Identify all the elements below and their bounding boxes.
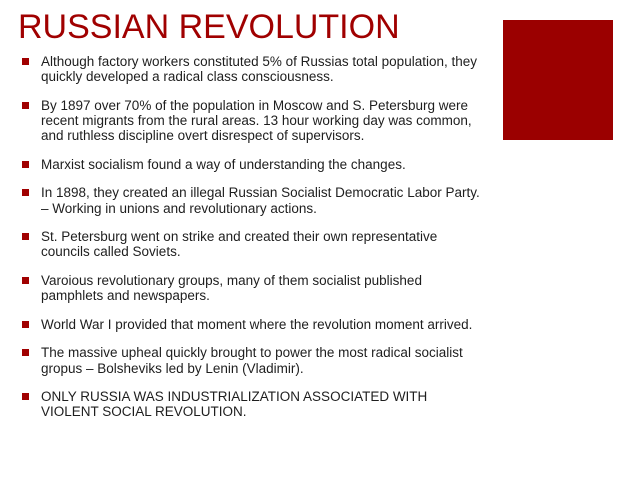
bullet-text: Marxist socialism found a way of understanding the changes.	[41, 156, 406, 172]
bullet-text: The massive upheal quickly brought to power the most radical socialist gropus – Bolsheviks led by Lenin (Vladimir).	[41, 345, 463, 376]
bullet-item	[20, 273, 482, 303]
bullet-text: Varoious revolutionary groups, many of them socialist published pamphlets and newspapers.	[41, 272, 422, 304]
bullet-item	[20, 157, 482, 172]
bullet-item	[20, 54, 482, 84]
square-bullet-icon	[22, 393, 29, 400]
square-bullet-icon	[22, 189, 29, 196]
square-bullet-icon	[22, 102, 29, 109]
bullet-text: World War I provided that moment where the revolution moment arrived.	[41, 316, 473, 332]
bullet-list	[20, 54, 482, 420]
bullet-item	[20, 317, 482, 332]
bullet-text: St. Petersburg went on strike and created their own representative councils called Soviets.	[41, 229, 438, 260]
bullet-text: Although factory workers constituted 5% of Russias total population, they quickly developed a radical class consciousness.	[41, 54, 477, 85]
bullet-item	[20, 185, 482, 215]
decorative-red-square	[503, 20, 613, 140]
bullet-item	[20, 345, 482, 375]
bullet-item	[20, 389, 482, 419]
square-bullet-icon	[22, 277, 29, 284]
bullet-text: By 1897 over 70% of the population in Moscow and S. Petersburg were recent migrants from the rural areas. 13 hour working day was common, and ruthless discipline overt disrespect of supervisors.	[41, 97, 472, 144]
square-bullet-icon	[22, 321, 29, 328]
square-bullet-icon	[22, 161, 29, 168]
slide-title: RUSSIAN REVOLUTION	[18, 8, 400, 46]
bullet-item	[20, 229, 482, 259]
square-bullet-icon	[22, 58, 29, 65]
bullet-text: In 1898, they created an illegal Russian Socialist Democratic Labor Party. – Working in unions and revolutionary actions.	[41, 185, 480, 216]
bullet-text: ONLY RUSSIA WAS INDUSTRIALIZATION ASSOCIATED WITH VIOLENT SOCIAL REVOLUTION.	[41, 389, 428, 420]
square-bullet-icon	[22, 233, 29, 240]
bullet-item	[20, 98, 482, 144]
square-bullet-icon	[22, 349, 29, 356]
